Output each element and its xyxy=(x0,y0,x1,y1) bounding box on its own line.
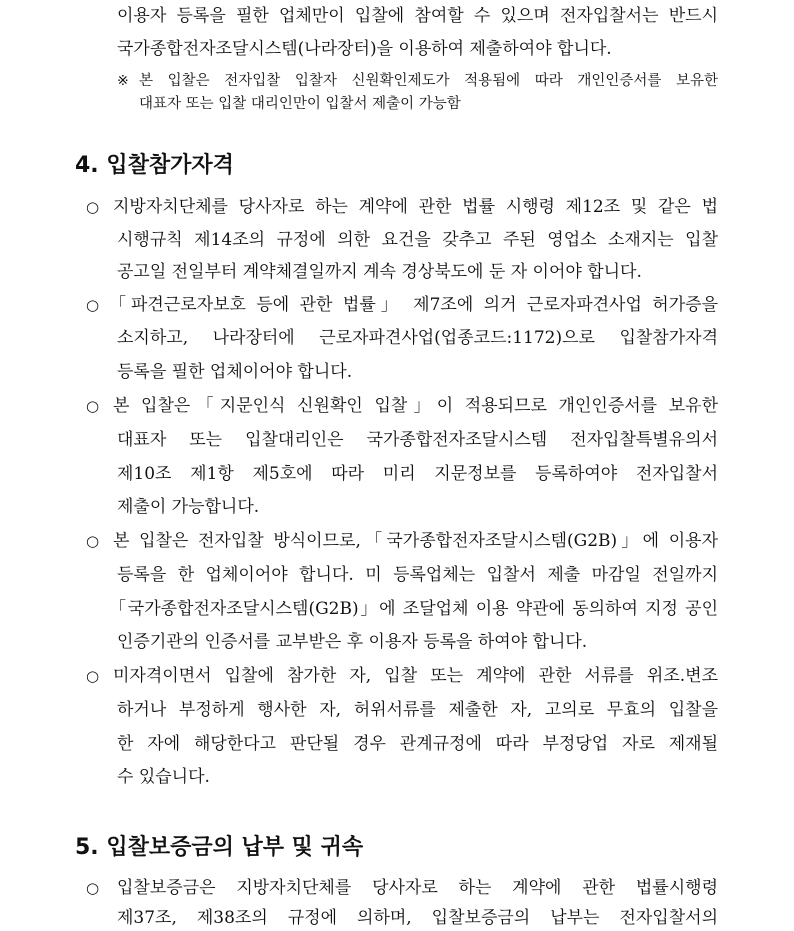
bullet-circle: ○ xyxy=(86,198,100,216)
list-item-line: 제37조, 제38조의 규정에 의하며, 입찰보증금의 납부는 전자입찰서의 xyxy=(117,908,718,928)
list-item-line: 시행규칙 제14조의 규정에 의한 요건을 갖추고 주된 영업소 소재지는 입찰 xyxy=(117,230,718,250)
bullet-circle: ○ xyxy=(86,879,100,897)
list-item-line: 본 입찰은 전자입찰 방식이므로,「국가종합전자조달시스템(G2B)」에 이용자 xyxy=(113,531,718,551)
list-item-line: 수 있습니다. xyxy=(117,767,210,787)
list-item-line: 「파견근로자보호 등에 관한 법률」 제7조에 의거 근로자파견사업 허가증을 xyxy=(109,295,718,315)
list-item-line: 소지하고, 나라장터에 근로자파견사업(업종코드:1172)으로 입찰참가자격 xyxy=(117,328,718,348)
list-item-line: 대표자 또는 입찰대리인은 국가종합전자조달시스템 전자입찰특별유의서 xyxy=(117,430,718,450)
list-item-line: 제출이 가능합니다. xyxy=(117,497,260,517)
list-item-line: 입찰보증금은 지방자치단체를 당사자로 하는 계약에 관한 법률시행령 xyxy=(117,878,718,898)
list-item-line: 하거나 부정하게 행사한 자, 허위서류를 제출한 자, 고의로 무효의 입찰을 xyxy=(117,700,718,720)
bullet-circle: ○ xyxy=(86,397,100,415)
section-heading: 5. 입찰보증금의 납부 및 귀속 xyxy=(75,835,364,860)
paragraph-line: 이용자 등록을 필한 업체만이 입찰에 참여할 수 있으며 전자입찰서는 반드시 xyxy=(117,6,718,26)
list-item-line: 등록을 한 업체이어야 합니다. 미 등록업체는 입찰서 제출 마감일 전일까지 xyxy=(117,565,718,585)
bullet-circle: ○ xyxy=(86,667,100,685)
note-line: 본 입찰은 전자입찰 입찰자 신원확인제도가 적용됨에 따라 개인인증서를 보유한 xyxy=(139,73,718,89)
section-heading: 4. 입찰참가자격 xyxy=(75,153,234,178)
list-item-line: 한 자에 해당한다고 판단될 경우 관계규정에 따라 부정당업 자로 제재될 xyxy=(117,734,718,754)
paragraph-line: 국가종합전자조달시스템(나라장터)을 이용하여 제출하여야 합니다. xyxy=(117,39,612,59)
list-item-line: 지방자치단체를 당사자로 하는 계약에 관한 법률 시행령 제12조 및 같은 법 xyxy=(113,197,718,217)
bullet-circle: ○ xyxy=(86,532,100,550)
list-item-line: 인증기관의 인증서를 교부받은 후 이용자 등록을 하여야 합니다. xyxy=(117,632,588,652)
list-item-line: 미자격이면서 입찰에 참가한 자, 입찰 또는 계약에 관한 서류를 위조.변조 xyxy=(113,666,718,686)
list-item-line: 제10조 제1항 제5호에 따라 미리 지문정보를 등록하여야 전자입찰서 xyxy=(117,464,718,484)
list-item-line: 본 입찰은「지문인식 신원확인 입찰」이 적용되므로 개인인증서를 보유한 xyxy=(113,396,718,416)
note-line: 대표자 또는 입찰 대리인만이 입찰서 제출이 가능함 xyxy=(139,96,461,112)
list-item-line: 등록을 필한 업체이어야 합니다. xyxy=(117,362,353,382)
bullet-circle: ○ xyxy=(86,296,100,314)
list-item-line: 공고일 전일부터 계약체결일까지 계속 경상북도에 둔 자 이어야 합니다. xyxy=(117,262,642,282)
list-item-line: 「국가종합전자조달시스템(G2B)」에 조달업체 이용 약관에 동의하여 지정 공인 xyxy=(109,599,718,619)
note-mark: ※ xyxy=(117,73,129,89)
